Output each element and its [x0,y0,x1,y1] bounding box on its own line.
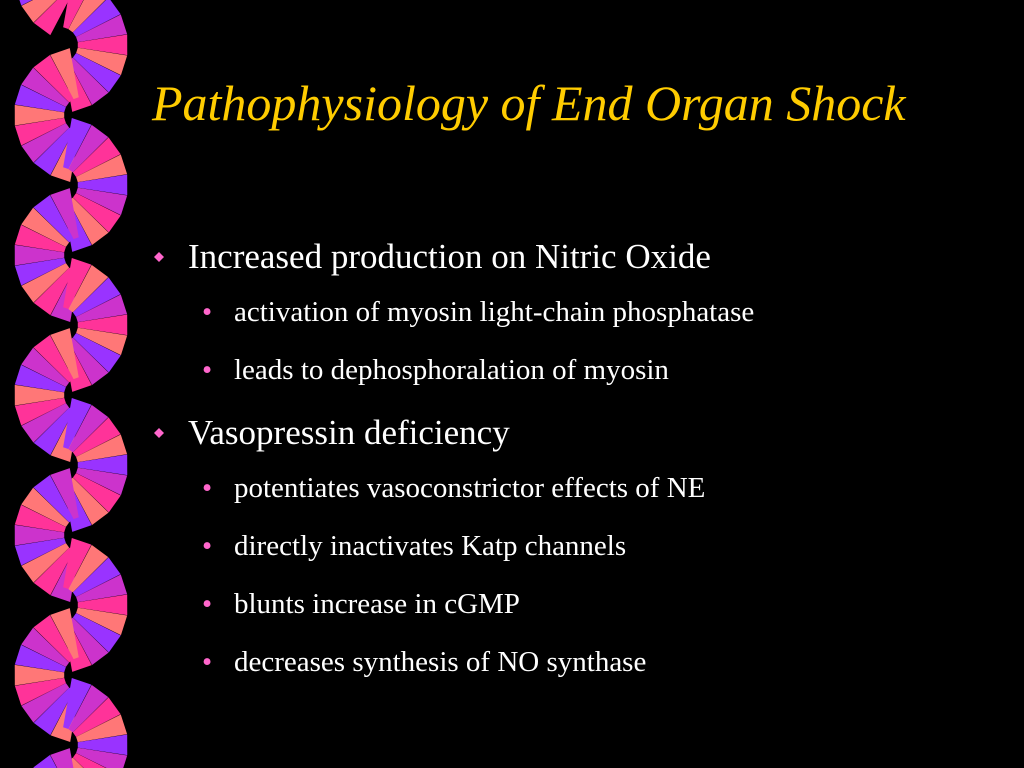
wave-ribbon-decoration [0,0,140,768]
sub-item [152,584,1002,624]
bullet-list [152,232,1002,700]
bullet-text: Increased production on Nitric Oxide [188,237,711,276]
dot-bullet-icon: • [202,354,213,386]
sub-item-text: directly inactivates Katp channels [234,530,627,562]
dot-bullet-icon: • [202,296,213,328]
bullet-item [152,408,1002,458]
sub-item-text: activation of myosin light-chain phosphatase [234,296,755,328]
diamond-bullet-icon [154,252,164,262]
sub-item [152,526,1002,566]
sub-list-wrapper [152,292,1002,390]
sub-item [152,350,1002,390]
dot-bullet-icon: • [202,530,213,562]
sub-list [152,292,1002,390]
sub-item-text: leads to dephosphoralation of myosin [234,354,669,386]
sub-item-text: potentiates vasoconstrictor effects of NE [234,472,706,504]
sub-item [152,642,1002,682]
sub-item-text: decreases synthesis of NO synthase [234,646,647,678]
dot-bullet-icon: • [202,646,213,678]
sub-list-wrapper [152,468,1002,682]
sub-item [152,468,1002,508]
sub-item-text: blunts increase in cGMP [234,588,520,620]
sub-list [152,468,1002,682]
bullet-text: Vasopressin deficiency [188,413,510,452]
bullet-item [152,232,1002,282]
slide-title: Pathophysiology of End Organ Shock [152,75,906,131]
dot-bullet-icon: • [202,588,213,620]
diamond-bullet-icon [154,428,164,438]
sub-item [152,292,1002,332]
dot-bullet-icon: • [202,472,213,504]
